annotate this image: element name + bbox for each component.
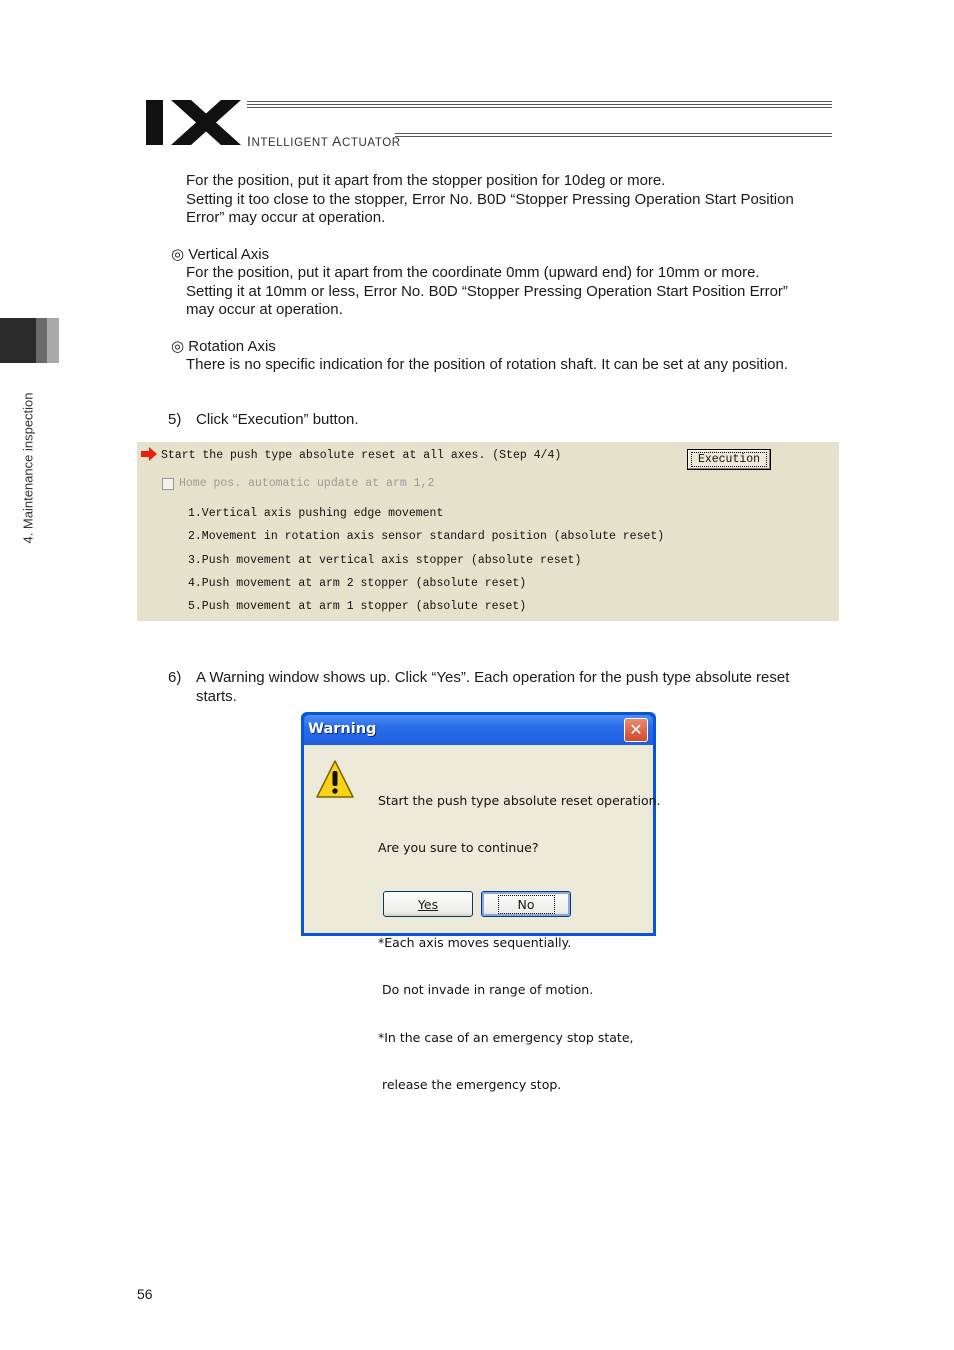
no-button-label: No [500,897,553,912]
header-rule [395,136,832,137]
rotation-axis-heading: ◎ Rotation Axis [171,338,276,355]
no-button[interactable] [481,891,571,917]
text-line: For the position, put it apart from the coordinate 0mm (upward end) for 10mm or more. [186,264,760,281]
panel-heading: Start the push type absolute reset at all axes. (Step 4/4) [161,449,562,462]
close-button[interactable] [624,718,648,742]
step-text: Click “Execution” button. [196,411,359,428]
text-line: may occur at operation. [186,301,343,318]
logo-text: IX [143,96,144,97]
header-rule [247,107,832,108]
checkbox-label: Home pos. automatic update at arm 1,2 [179,477,435,490]
step-number: 5) [168,411,182,428]
brand-name: INTELLIGENT ACTUATOR [247,133,401,149]
execution-button[interactable] [687,449,771,470]
chapter-tab-shade [36,318,47,363]
rotation-axis-paragraph: There is no specific indication for the position of rotation shaft. It can be set at any position. [186,356,789,373]
step-list-item: 4.Push movement at arm 2 stopper (absolute reset) [188,577,527,590]
step-list-item: 3.Push movement at vertical axis stopper (absolute reset) [188,554,582,567]
dialog-message [378,761,661,1109]
dialog-title: Warning [308,721,377,737]
step-list-item: 1.Vertical axis pushing edge movement [188,507,444,520]
message-line: *In the case of an emergency stop state, [378,1029,634,1045]
message-line: Do not invade in range of motion. [378,982,594,998]
step-list-item: 2.Movement in rotation axis sensor standard position (absolute reset) [188,530,665,543]
intro-paragraph [186,172,794,228]
execution-button-label: Execution [691,452,767,467]
yes-button[interactable] [383,891,473,917]
step-list-item: 5.Push movement at arm 1 stopper (absolute reset) [188,600,527,613]
page-number: 56 [137,1286,153,1302]
header-rule [247,101,832,102]
chapter-label: 4. Maintenance inspection [20,392,36,544]
yes-button-label: Yes [417,896,439,912]
vertical-axis-paragraph [186,264,788,320]
home-update-checkbox[interactable] [162,478,174,490]
step-text [196,669,789,706]
vertical-axis-heading: ◎ Vertical Axis [171,246,270,263]
chapter-tab [0,318,36,363]
text-line: starts. [196,687,237,705]
text-line: A Warning window shows up. Click “Yes”. Each operation for the push type absolute reset [196,669,790,686]
message-line: *Each axis moves sequentially. [378,934,572,950]
text-line: Setting it too close to the stopper, Error No. B0D “Stopper Pressing Operation Start Position [186,190,794,208]
chapter-tab-shade [47,318,59,363]
warning-icon [316,759,354,799]
message-line: release the emergency stop. [378,1076,562,1092]
step-number: 6) [168,669,182,686]
text-line: Error” may occur at operation. [186,209,386,226]
header-rule [395,133,832,134]
text-line: For the position, put it apart from the stopper position for 10deg or more. [186,172,666,189]
message-line: Are you sure to continue? [378,839,539,855]
ix-logo [143,96,243,148]
message-line: Start the push type absolute reset operation. [378,792,661,808]
header-rule [247,104,832,105]
close-icon: ✕ [629,722,643,739]
arrow-right-icon [141,447,157,461]
text-line: Setting it at 10mm or less, Error No. B0D “Stopper Pressing Operation Start Position Error” [186,282,788,300]
